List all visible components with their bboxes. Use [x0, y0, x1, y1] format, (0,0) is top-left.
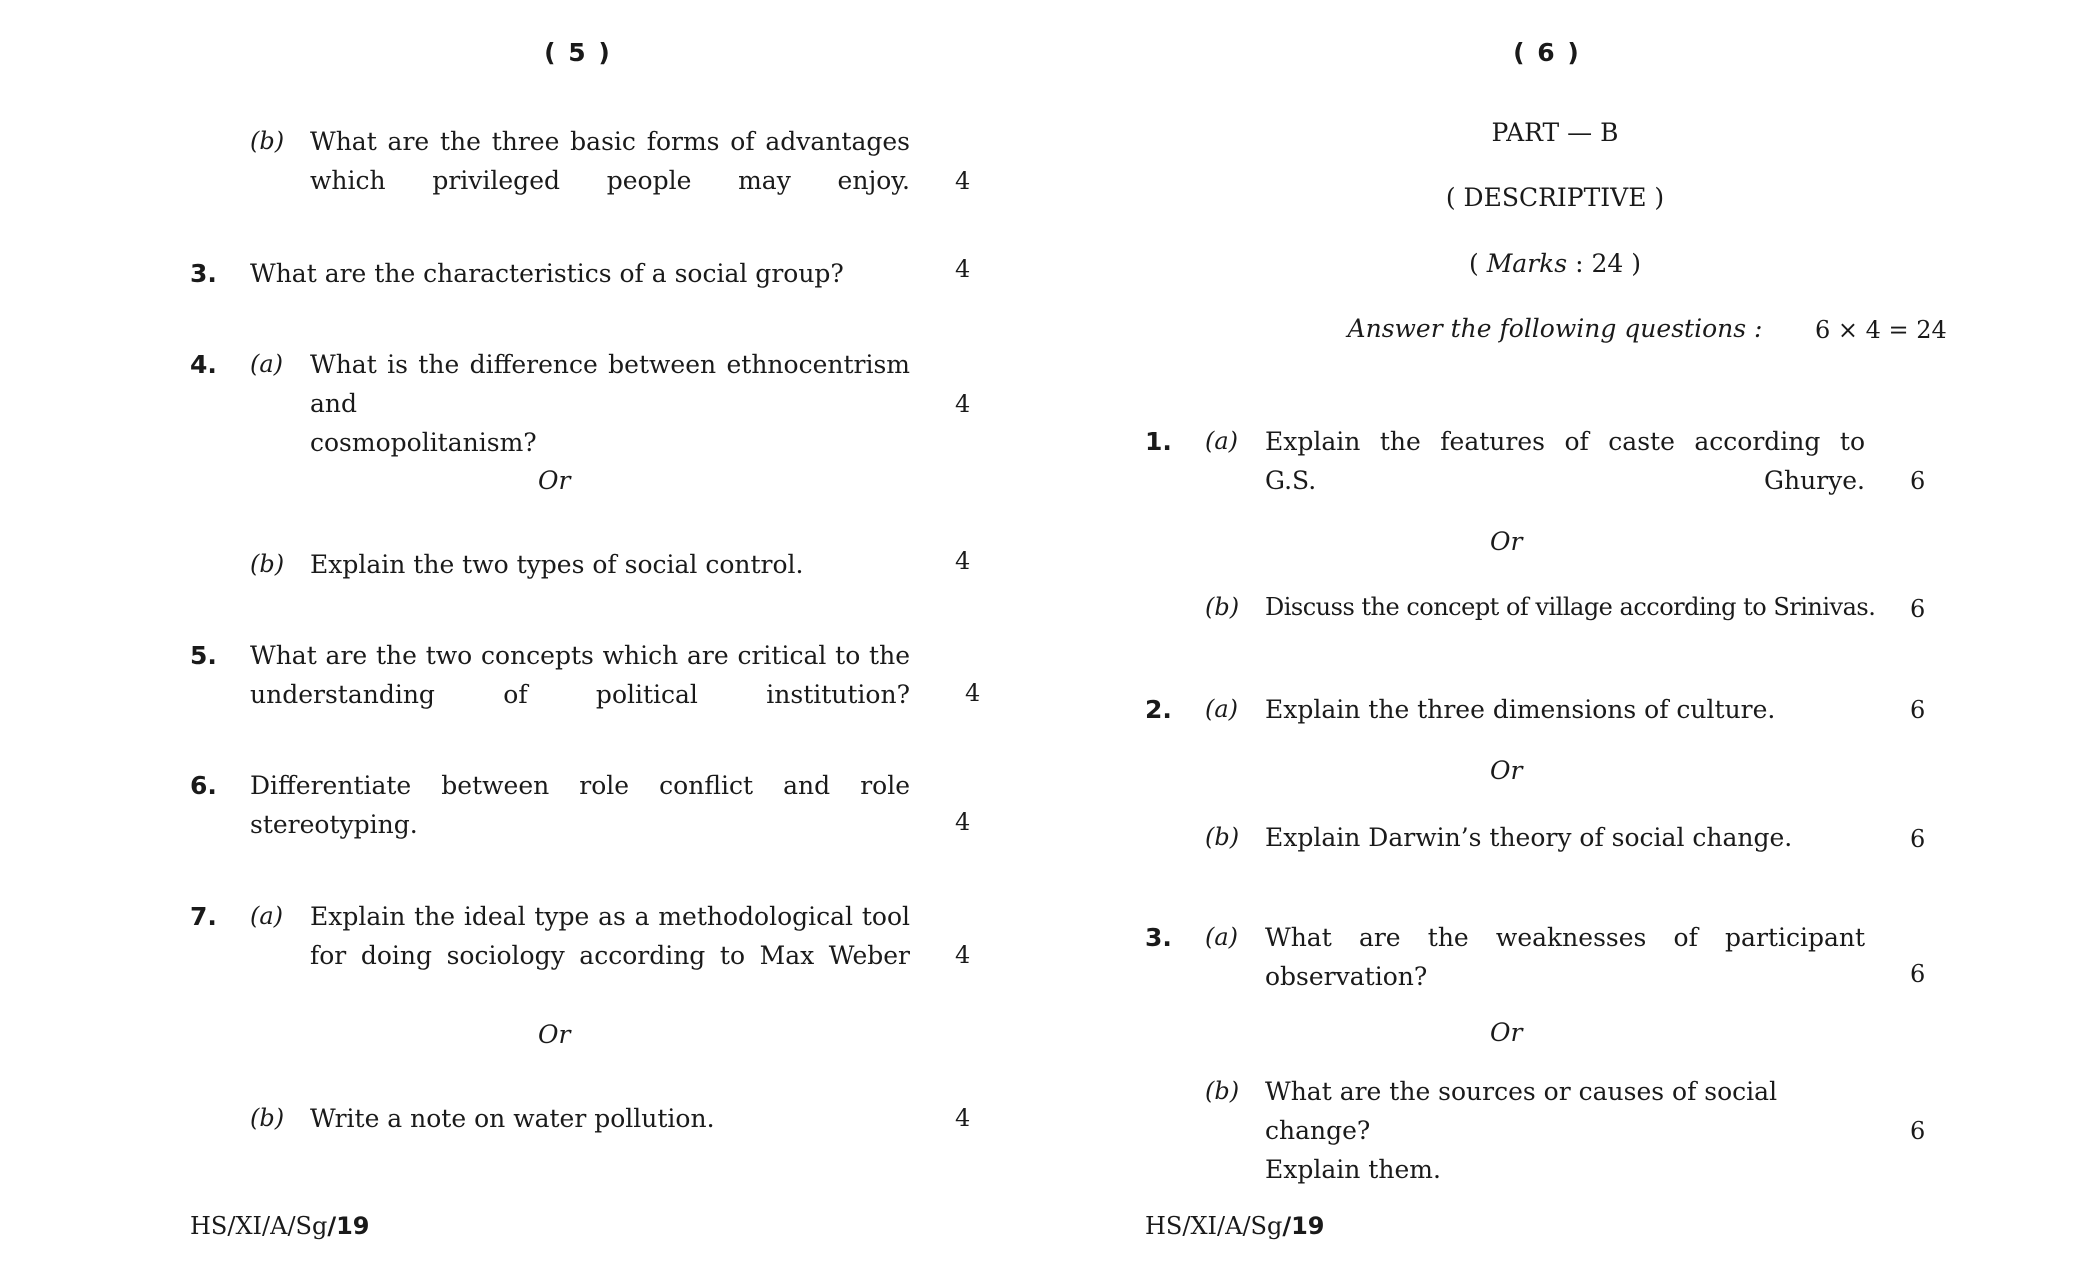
sub-label: (b) [1205, 823, 1240, 851]
marks: 6 [1910, 825, 1926, 853]
sub-label: (b) [1205, 1077, 1240, 1105]
question-number: 1. [1145, 427, 1172, 456]
page-number: ( 6 ) [1513, 38, 1581, 67]
sub-label: (b) [1205, 593, 1240, 621]
marks: 4 [965, 679, 981, 707]
or-separator: Or [1490, 1018, 1523, 1047]
question-number: 5. [190, 641, 217, 670]
marks: 4 [955, 255, 971, 283]
question-text: Explain the two types of social control. [310, 550, 804, 579]
sub-label: (a) [1205, 427, 1239, 455]
question-number: 3. [190, 259, 217, 288]
marks: 6 [1910, 467, 1926, 495]
sub-label: (a) [1205, 695, 1239, 723]
sub-label: (b) [250, 1104, 285, 1132]
question-text: What are the weaknesses of participant observation? [1265, 923, 1865, 991]
marks: 6 [1910, 696, 1926, 724]
sub-label: (a) [1205, 923, 1239, 951]
question-number: 2. [1145, 695, 1172, 724]
sub-label: (a) [250, 902, 284, 930]
page-number: ( 5 ) [544, 38, 612, 67]
or-separator: Or [1490, 527, 1523, 556]
question-text: What are the three basic forms of advantages which privileged people may enjoy. [310, 127, 910, 195]
question-text: What are the sources or causes of social change? Explain them. [1265, 1077, 1778, 1184]
section-type: ( DESCRIPTIVE ) [1445, 183, 1665, 212]
part-heading: PART — B [1491, 118, 1619, 147]
question-text: What are the characteristics of a social group? [250, 259, 844, 288]
marks: 6 [1910, 595, 1926, 623]
marks-formula: 6 × 4 = 24 [1815, 316, 1947, 344]
marks-total: ( Marks : 24 ) [1469, 249, 1641, 278]
marks: 4 [955, 390, 971, 418]
paper-code: HS/XI/A/Sg/19 [1145, 1212, 1325, 1240]
marks: 6 [1910, 960, 1926, 988]
question-number: 4. [190, 350, 217, 379]
instruction: Answer the following questions : [1347, 314, 1763, 343]
page-6 [955, 0, 2005, 1275]
marks: 4 [955, 547, 971, 575]
sub-label: (a) [250, 350, 284, 378]
marks: 4 [955, 808, 971, 836]
question-number: 3. [1145, 923, 1172, 952]
sub-label: (b) [250, 127, 285, 155]
marks: 4 [955, 941, 971, 969]
question-text: Explain the three dimensions of culture. [1265, 695, 1776, 724]
question-text: What is the difference between ethnocentrism and cosmopolitanism? [310, 350, 910, 457]
sub-label: (b) [250, 550, 285, 578]
question-text: Differentiate between role conflict and role stereotyping. [250, 771, 910, 839]
question-text: What are the two concepts which are critical to the understanding of political institution? [250, 641, 910, 709]
question-text: Explain Darwin’s theory of social change. [1265, 823, 1793, 852]
question-number: 6. [190, 771, 217, 800]
question-text: Explain the features of caste according to G.S. Ghurye. [1265, 427, 1865, 495]
or-separator: Or [538, 466, 571, 495]
marks: 4 [955, 1104, 971, 1132]
question-number: 7. [190, 902, 217, 931]
paper-code: HS/XI/A/Sg/19 [190, 1212, 370, 1240]
or-separator: Or [538, 1020, 571, 1049]
or-separator: Or [1490, 756, 1523, 785]
marks: 4 [955, 167, 971, 195]
question-text: Write a note on water pollution. [310, 1104, 715, 1133]
question-text: Discuss the concept of village according to Srinivas. [1265, 593, 1876, 621]
question-text: Explain the ideal type as a methodological tool for doing sociology according to Max Weber [310, 902, 910, 970]
marks: 6 [1910, 1117, 1926, 1145]
